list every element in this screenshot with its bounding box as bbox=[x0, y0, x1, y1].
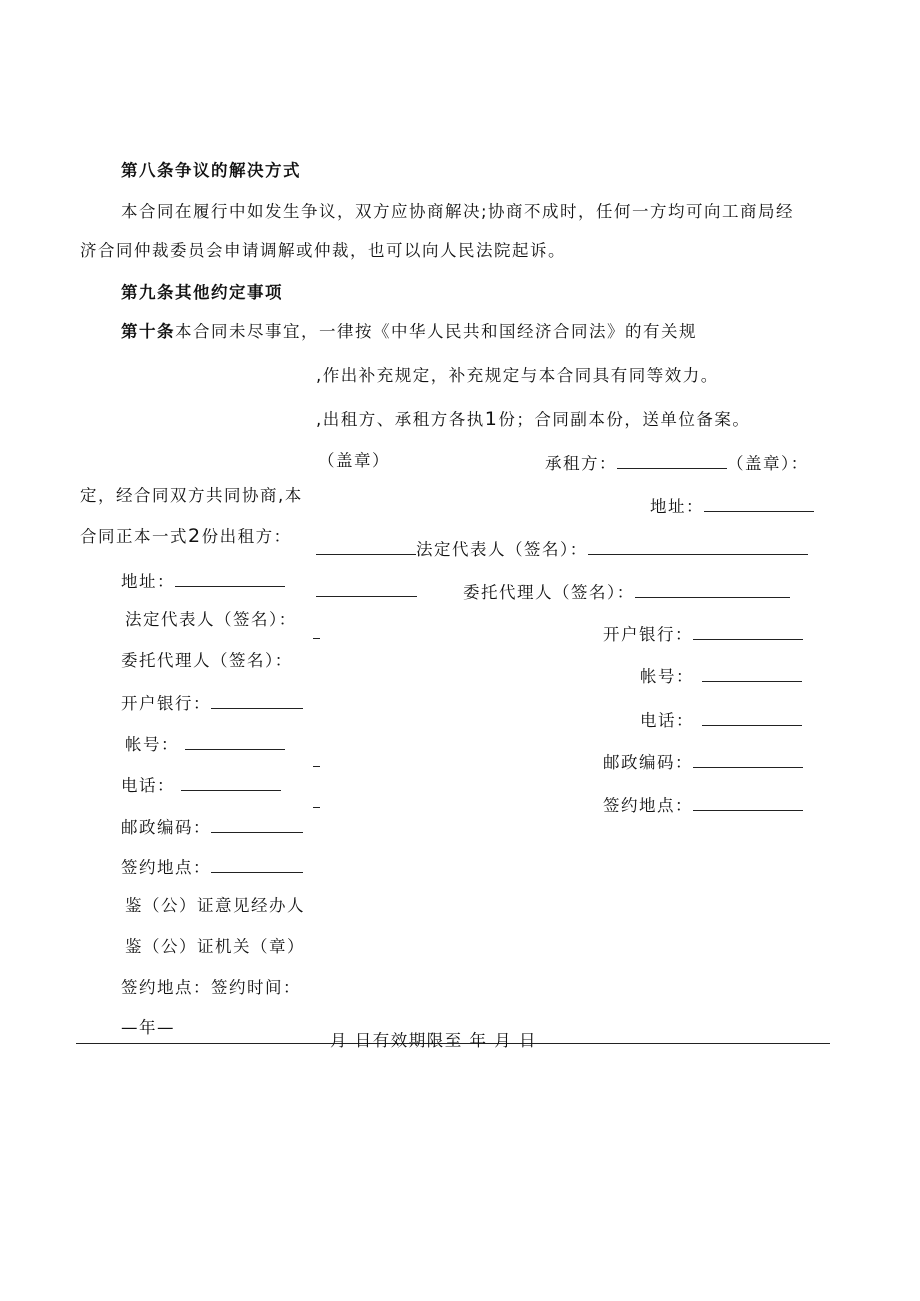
lessee-account-label: 帐号： bbox=[640, 667, 694, 686]
fragment-original-copies bbox=[80, 527, 292, 546]
lessor-label: 份出租方： bbox=[201, 527, 292, 546]
article-9-heading: 第九条其他约定事项 bbox=[121, 283, 283, 302]
lessee-account-blank bbox=[702, 666, 802, 682]
original-copies-count: 2 bbox=[188, 525, 202, 547]
lessee-address-label: 地址： bbox=[650, 497, 704, 516]
lessor-account-label: 帐号： bbox=[125, 735, 179, 754]
lessee-legal-rep bbox=[316, 539, 808, 559]
lessee-address bbox=[650, 496, 814, 516]
lessor-agent-label: 委托代理人（签名）： bbox=[121, 651, 293, 670]
lessee-postcode-blank bbox=[693, 752, 803, 768]
article-8-text-line-1: 本合同在履行中如发生争议，双方应协商解决;协商不成时，任何一方均可向工商局经 bbox=[121, 202, 795, 221]
article-10-original-count: 1 bbox=[484, 408, 499, 430]
fragment-original-copies-text-a: 合同正本一式 bbox=[80, 527, 188, 546]
year-label: —年— bbox=[121, 1018, 175, 1037]
article-10-text: 本合同未尽事宜，一律按《中华人民共和国经济合同法》的有关规 bbox=[175, 322, 697, 341]
lessee-sign-place-label: 签约地点： bbox=[603, 796, 693, 815]
lessee-label-text: 承租方： bbox=[545, 454, 617, 473]
lessee-phone-label: 电话： bbox=[640, 711, 694, 730]
lessee-bank-blank bbox=[693, 624, 803, 640]
article-8-text-line-2: 济合同仲裁委员会申请调解或仲裁，也可以向人民法院起诉。 bbox=[80, 241, 566, 260]
lessee-sign-place bbox=[603, 795, 803, 815]
lessee-phone bbox=[640, 710, 802, 730]
lessor-legal-rep-label: 法定代表人（签名）： bbox=[125, 610, 297, 629]
lessee-legal-rep-label: 法定代表人（签名）： bbox=[416, 540, 588, 559]
fragment-contract-agreement: 定，经合同双方共同协商,本 bbox=[80, 486, 303, 505]
lessor-address bbox=[121, 571, 285, 591]
lessor-sign-place-blank bbox=[211, 857, 303, 873]
lessor-blank-2 bbox=[316, 596, 417, 597]
lessor-bank-label: 开户银行： bbox=[121, 694, 211, 713]
lessor-legal-rep-blank bbox=[313, 638, 320, 639]
lessee-address-blank bbox=[704, 496, 814, 512]
blank-dash-1 bbox=[313, 766, 320, 767]
lessee-name-blank bbox=[617, 453, 727, 469]
lessor-bank-blank bbox=[211, 693, 303, 709]
lessor-account bbox=[125, 734, 285, 754]
lessee-legal-rep-blank bbox=[588, 539, 808, 555]
article-10-line-3 bbox=[316, 410, 750, 429]
lessor-phone-label: 电话： bbox=[121, 776, 175, 795]
lessor-bank bbox=[121, 693, 303, 713]
lessor-address-label: 地址： bbox=[121, 572, 175, 591]
sign-place-time-label: 签约地点：签约时间： bbox=[121, 978, 301, 997]
lessor-postcode bbox=[121, 817, 303, 837]
validity-clipped bbox=[330, 1031, 630, 1052]
lessor-sign-place-label: 签约地点： bbox=[121, 858, 211, 877]
lessee-account bbox=[640, 666, 802, 686]
lessee-sign-place-blank bbox=[693, 795, 803, 811]
notary-org-label: 鉴（公）证机关（章） bbox=[125, 937, 305, 956]
lessee-postcode bbox=[603, 752, 803, 772]
lessor-phone-blank bbox=[181, 775, 281, 791]
lessor-address-blank bbox=[175, 571, 285, 587]
lessor-seal-label: （盖章） bbox=[318, 451, 390, 470]
article-10-label: 第十条 bbox=[121, 322, 175, 341]
lessor-phone bbox=[121, 775, 281, 795]
article-10-line-1 bbox=[121, 324, 697, 341]
article-8-heading: 第八条争议的解决方式 bbox=[121, 161, 301, 180]
lessee-agent bbox=[463, 582, 790, 602]
lessee-seal-label: （盖章）： bbox=[727, 454, 809, 473]
lessee-agent-blank bbox=[635, 582, 790, 598]
blank-dash-2 bbox=[313, 807, 320, 808]
lessee-bank-label: 开户银行： bbox=[603, 625, 693, 644]
notary-handler-label: 鉴（公）证意见经办人 bbox=[125, 896, 305, 915]
lessor-account-blank bbox=[185, 734, 285, 750]
article-10-line-3-text-a: ,出租方、承租方各执 bbox=[316, 410, 485, 429]
article-10-line-3-text-b: 份；合同副本份，送单位备案。 bbox=[498, 410, 751, 429]
lessee-phone-blank bbox=[702, 710, 802, 726]
lessee-label bbox=[545, 453, 809, 473]
lessor-postcode-blank bbox=[211, 817, 303, 833]
lessee-agent-label: 委托代理人（签名）： bbox=[463, 583, 635, 602]
lessor-postcode-label: 邮政编码： bbox=[121, 818, 211, 837]
lessee-bank bbox=[603, 624, 803, 644]
article-10-line-2: ,作出补充规定，补充规定与本合同具有同等效力。 bbox=[316, 366, 719, 385]
validity-text: 月 日有效期限至 年 月 日 bbox=[330, 1031, 537, 1050]
lessor-blank-1 bbox=[316, 539, 416, 555]
lessee-postcode-label: 邮政编码： bbox=[603, 753, 693, 772]
lessor-sign-place bbox=[121, 857, 303, 877]
